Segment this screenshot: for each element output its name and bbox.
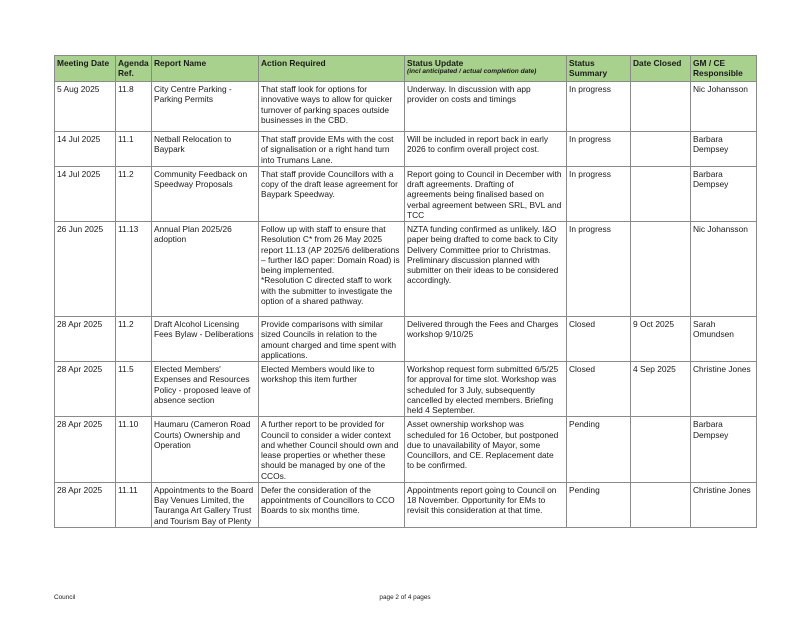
header-status-summary [567,56,631,82]
cell-date-closed: 4 Sep 2025 [631,362,691,417]
table-row [55,222,757,317]
cell-status-summary: Pending [567,482,631,527]
cell-status-update: Appointments report going to Council on 18 November. Opportunity for EMs to revisit this consideration at that time. [405,482,567,527]
cell-status-update: Delivered through the Fees and Charges workshop 9/10/25 [405,317,567,362]
cell-meeting-date: 28 Apr 2025 [55,482,116,527]
table-row [55,166,757,221]
cell-status-summary: Closed [567,317,631,362]
cell-responsible: Barbara Dempsey [691,166,757,221]
cell-action-required: Provide comparisons with similar sized Councils in relation to the amount charged and time spent with applications. [259,317,405,362]
cell-report-name: City Centre Parking - Parking Permits [152,82,259,132]
cell-report-name: Haumaru (Cameron Road Courts) Ownership and Operation [152,417,259,483]
cell-action-required: Follow up with staff to ensure that Resolution C* from 26 May 2025 report 11.13 (AP 2025/6 deliberations – further I&O paper: Domain Road) is being implemented. *Resolution C directed staff to work with the submitter to investigate the option of a shared pathway. [259,222,405,317]
cell-action-required: That staff look for options for innovative ways to allow for quicker turnover of parking spaces outside businesses in the CBD. [259,82,405,132]
cell-status-update: NZTA funding confirmed as unlikely. I&O paper being drafted to come back to City Delivery Committee prior to Christmas. Preliminary discussion planned with submitter on their ideas to be considered accordingly. [405,222,567,317]
table-header-row [55,56,757,82]
cell-status-summary: In progress [567,222,631,317]
page-number: page 2 of 4 pages [379,594,431,601]
cell-agenda-ref: 11.5 [116,362,152,417]
header-agenda-ref [116,56,152,82]
cell-action-required: That staff provide EMs with the cost of signalisation or a right hand turn into Trumans Lane. [259,132,405,167]
table-row [55,82,757,132]
cell-date-closed [631,82,691,132]
table-row [55,417,757,483]
cell-agenda-ref: 11.11 [116,482,152,527]
cell-status-summary: Pending [567,417,631,483]
cell-action-required: That staff provide Councillors with a copy of the draft lease agreement for Baypark Speedway. [259,166,405,221]
cell-responsible: Sarah Omundsen [691,317,757,362]
cell-status-update: Report going to Council in December with draft agreements. Drafting of agreements being finalised based on verbal agreement between SRL, BVL and TCC [405,166,567,221]
cell-meeting-date: 14 Jul 2025 [55,132,116,167]
header-report-name: Report Name [152,56,259,82]
cell-status-update: Workshop request form submitted 6/5/25 for approval for time slot. Workshop was scheduled for 3 July, subsequently cancelled by elected members. Briefing held 4 September. [405,362,567,417]
cell-agenda-ref: 11.1 [116,132,152,167]
cell-status-summary: In progress [567,132,631,167]
cell-report-name: Netball Relocation to Baypark [152,132,259,167]
cell-responsible: Nic Johansson [691,222,757,317]
cell-responsible: Christine Jones [691,482,757,527]
header-agenda-ref-line1: Agenda [118,58,149,68]
header-status-update-title: Status Update [407,58,464,68]
cell-date-closed [631,132,691,167]
header-meeting-date: Meeting Date [55,56,116,82]
cell-status-summary: In progress [567,82,631,132]
cell-status-summary: In progress [567,166,631,221]
cell-meeting-date: 28 Apr 2025 [55,317,116,362]
cell-date-closed [631,166,691,221]
header-responsible-line1: GM / CE [693,58,726,68]
header-action-required: Action Required [259,56,405,82]
cell-date-closed [631,417,691,483]
cell-status-update: Asset ownership workshop was scheduled for 16 October, but postponed due to unavailability of Mayor, some Councillors, and CE. Replacement date to be confirmed. [405,417,567,483]
cell-report-name: Annual Plan 2025/26 adoption [152,222,259,317]
cell-report-name: Elected Members' Expenses and Resources Policy - proposed leave of absence section [152,362,259,417]
cell-date-closed [631,482,691,527]
header-date-closed: Date Closed [631,56,691,82]
table-row [55,482,757,527]
cell-action-required: A further report to be provided for Council to consider a wider context and whether Council should own and lease properties or whether these should be managed by one of the CCOs. [259,417,405,483]
header-status-summary-line1: Status [569,58,595,68]
cell-date-closed: 9 Oct 2025 [631,317,691,362]
header-status-summary-line2: Summary [569,68,608,79]
table-row [55,362,757,417]
cell-agenda-ref: 11.2 [116,166,152,221]
cell-action-required: Elected Members would like to workshop this item further [259,362,405,417]
cell-date-closed [631,222,691,317]
table-row [55,317,757,362]
cell-report-name: Community Feedback on Speedway Proposals [152,166,259,221]
cell-agenda-ref: 11.13 [116,222,152,317]
header-responsible-line2: Responsible [693,68,743,79]
cell-agenda-ref: 11.10 [116,417,152,483]
cell-responsible: Christine Jones [691,362,757,417]
header-responsible [691,56,757,82]
header-agenda-ref-line2: Ref. [118,68,134,79]
header-status-update [405,56,567,82]
cell-status-update: Will be included in report back in early 2026 to confirm overall project cost. [405,132,567,167]
cell-status-update: Underway. In discussion with app provider on costs and timings [405,82,567,132]
header-status-update-subtitle: (incl anticipated / actual completion date) [407,68,537,76]
cell-responsible: Barbara Dempsey [691,132,757,167]
cell-agenda-ref: 11.8 [116,82,152,132]
cell-status-summary: Closed [567,362,631,417]
table-row [55,132,757,167]
cell-report-name: Draft Alcohol Licensing Fees Bylaw - Deliberations [152,317,259,362]
cell-responsible: Nic Johansson [691,82,757,132]
cell-meeting-date: 5 Aug 2025 [55,82,116,132]
cell-responsible: Barbara Dempsey [691,417,757,483]
footer-left-label: Council [54,594,76,601]
cell-agenda-ref: 11.2 [116,317,152,362]
action-items-table [54,55,757,528]
cell-meeting-date: 14 Jul 2025 [55,166,116,221]
cell-meeting-date: 26 Jun 2025 [55,222,116,317]
cell-meeting-date: 28 Apr 2025 [55,417,116,483]
cell-action-required: Defer the consideration of the appointments of Councillors to CCO Boards to six months time. [259,482,405,527]
cell-report-name: Appointments to the Board Bay Venues Limited, the Tauranga Art Gallery Trust and Tourism Bay of Plenty [152,482,259,527]
cell-meeting-date: 28 Apr 2025 [55,362,116,417]
